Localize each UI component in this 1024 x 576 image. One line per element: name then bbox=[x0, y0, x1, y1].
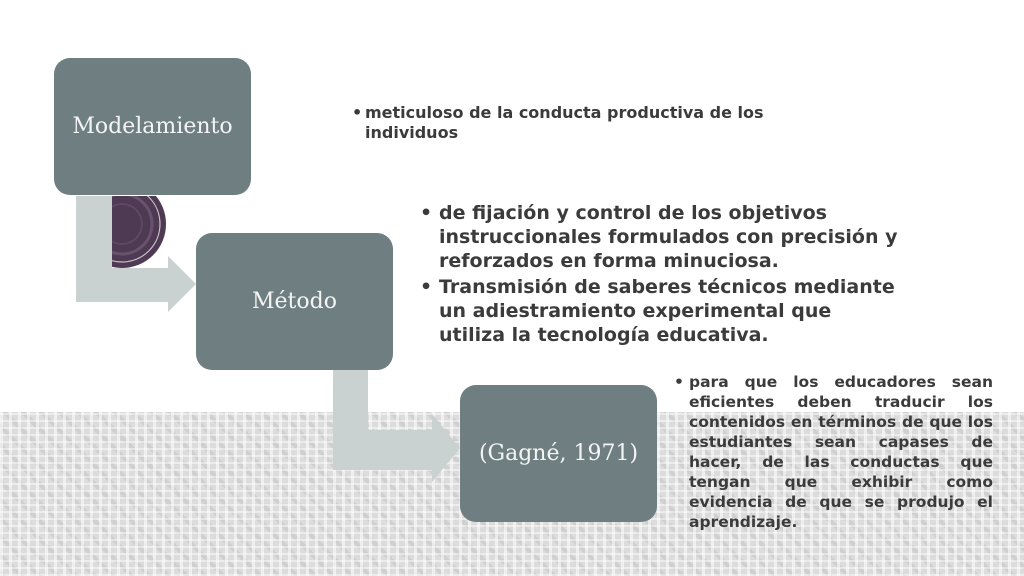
description-gagne bbox=[674, 372, 993, 532]
bullet-item: • de fijación y control de los objetivos instruccionales formulados con precisión y reforzados en forma minuciosa. bbox=[420, 201, 900, 273]
node-label: (Gagné, 1971) bbox=[478, 441, 639, 466]
bullet-item: • para que los educadores sean eficientes deben traducir los contenidos en términos de que los estudiantes sean capases de hacer, de las conductas que tengan que exhibir como evidencia de que se produjo el aprendizaje. bbox=[674, 372, 993, 532]
description-modelamiento bbox=[352, 103, 782, 143]
node-gagne bbox=[460, 385, 657, 522]
node-label: Modelamiento bbox=[72, 114, 233, 139]
connector-arrow-2 bbox=[333, 370, 460, 482]
bullet-item: • meticuloso de la conducta productiva de los individuos bbox=[352, 103, 782, 143]
node-modelamiento bbox=[54, 58, 251, 195]
decorative-circle bbox=[74, 196, 170, 268]
node-metodo bbox=[196, 233, 393, 370]
bullet-item: • Transmisión de saberes técnicos mediante un adiestramiento experimental que utiliza la tecnología educativa. bbox=[420, 275, 900, 347]
node-label: Método bbox=[252, 289, 337, 314]
description-metodo bbox=[420, 201, 900, 349]
